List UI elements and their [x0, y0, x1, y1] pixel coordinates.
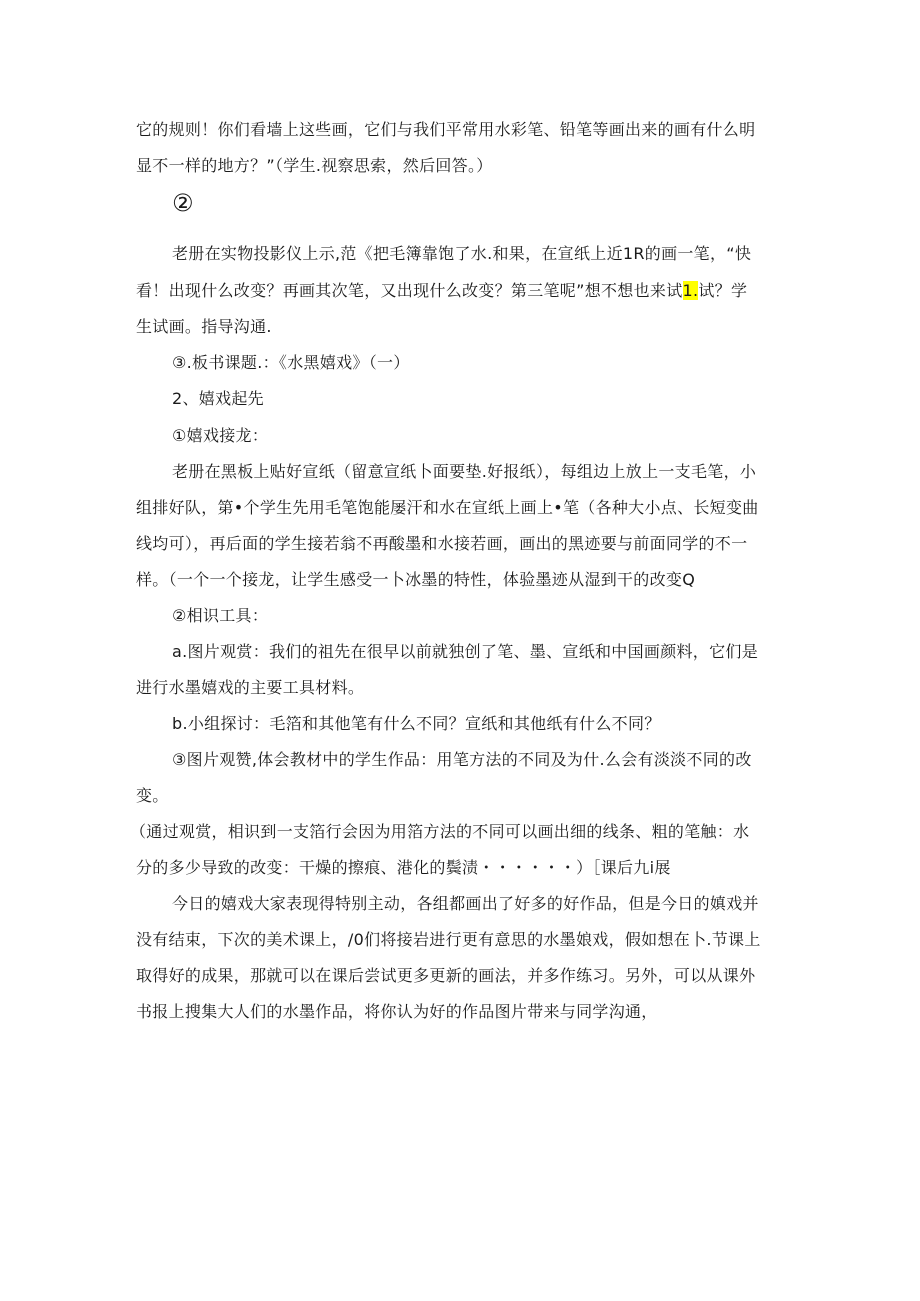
- paragraph-4-heading: 2、嬉戏起先: [172, 389, 264, 408]
- paragraph-2-line-1: 老册在实物投影仪上示,范《把毛簿靠饱了水.和果，在宣纸上近1R的画一笔，“快: [172, 244, 752, 263]
- paragraph-12-line-1: 今日的嬉戏大家表现得特别主动，各组都画出了好多的好作品，但是今日的嫃戏并: [172, 894, 759, 913]
- paragraph-1-line-1: 它的规则！你们看墙上这些画，它们与我们平常用水彩笔、铅笔等画出来的画有什么明: [136, 120, 756, 139]
- paragraph-10-line-1: ③图片观赞,体会教材中的学生作品：用笔方法的不同及为什.么会有淡淡不同的改: [172, 750, 752, 769]
- paragraph-6-line-1: 老册在黑板上贴好宣纸（留意宣纸卜面要垫.好报纸），每组边上放上一支毛笔，小: [172, 462, 757, 481]
- paragraph-5-subheading: ①嬉戏接龙：: [172, 426, 269, 445]
- paragraph-6-line-2: 组排好队，第•个学生先用毛笔饱能屡汗和水在宣纸上画上•笔（各种大小点、长短变曲: [136, 498, 759, 517]
- paragraph-1-line-2: 显不一样的地方？”（学生.视察思索，然后回答。）: [136, 156, 493, 175]
- highlighted-text: 1.: [682, 281, 699, 300]
- paragraph-3: ③.板书课题.：《水黑嬉戏》（一）: [172, 353, 410, 372]
- paragraph-12-line-3: 取得好的成果，那就可以在课后尝试更多更新的画法，并多作练习。另外，可以从课外: [136, 966, 756, 985]
- paragraph-8-line-2: 进行水墨嬉戏的主要工具材料。: [136, 678, 365, 697]
- paragraph-11-line-2: 分的多少导致的改变：干燥的擦痕、港化的鬓渍・・・・・・）［课后九i展: [136, 858, 671, 877]
- paragraph-2-line-3: 生试画。指导沟通.: [136, 317, 272, 336]
- paragraph-9: b.小组探讨：毛箔和其他笔有什么不同？宣纸和其他纸有什么不同？: [172, 714, 661, 733]
- paragraph-2-line-2-end: 试？学: [698, 281, 748, 300]
- circled-number-marker: ②: [172, 189, 194, 217]
- paragraph-12-line-4: 书报上搜集大人们的水墨作品，将你认为好的作品图片带来与同学沟通，: [136, 1002, 658, 1021]
- paragraph-10-line-2: 变。: [136, 786, 169, 805]
- paragraph-2-line-2-start: 看！出现什么改变？再画其次笔，又出现什么改变？第三笔呢”想不想也来试: [136, 281, 683, 300]
- paragraph-6-line-3: 线均可），再后面的学生接若翁不再酸墨和水接若画，画出的黑迹要与前面同学的不一: [136, 534, 748, 553]
- paragraph-2-line-2: [136, 280, 796, 302]
- paragraph-6-line-4: 样。（一个一个接龙，让学生感受一卜冰墨的特性，体验墨迹从湿到干的改变Q: [136, 570, 696, 589]
- paragraph-12-line-2: 没有结束，下次的美术课上，/0们将接岩进行更有意思的水墨娘戏，假如想在卜.节课上: [136, 930, 761, 949]
- paragraph-8-line-1: a.图片观赏：我们的祖先在很早以前就独创了笔、墨、宣纸和中国画颜料，它们是: [172, 642, 758, 661]
- paragraph-11-line-1: （通过观赏，相识到一支箔行会因为用箔方法的不同可以画出细的线条、粗的笔触：水: [130, 822, 750, 841]
- paragraph-7-subheading: ②相识工具：: [172, 606, 269, 625]
